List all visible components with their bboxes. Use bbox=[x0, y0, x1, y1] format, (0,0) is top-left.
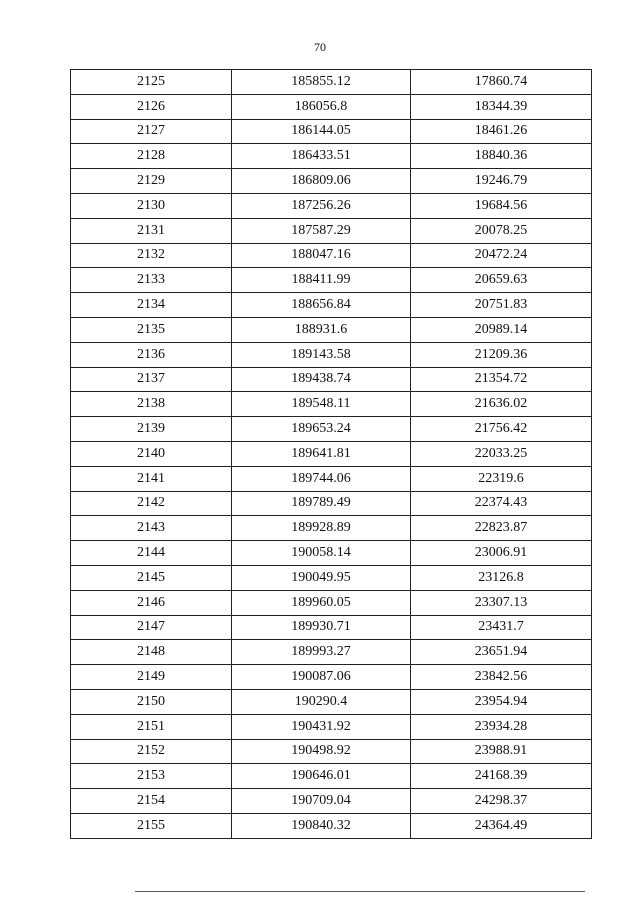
value-b-cell: 23988.91 bbox=[411, 739, 592, 764]
value-b-cell: 18461.26 bbox=[411, 119, 592, 144]
table-row bbox=[71, 144, 592, 169]
year-cell: 2125 bbox=[71, 70, 232, 95]
value-a-cell: 189548.11 bbox=[232, 392, 411, 417]
table-row bbox=[71, 466, 592, 491]
year-cell: 2130 bbox=[71, 193, 232, 218]
value-b-cell: 23126.8 bbox=[411, 565, 592, 590]
table-row bbox=[71, 640, 592, 665]
table-row bbox=[71, 193, 592, 218]
value-b-cell: 20472.24 bbox=[411, 243, 592, 268]
value-a-cell: 189930.71 bbox=[232, 615, 411, 640]
table-row bbox=[71, 367, 592, 392]
year-cell: 2135 bbox=[71, 317, 232, 342]
table-row bbox=[71, 565, 592, 590]
value-a-cell: 186809.06 bbox=[232, 169, 411, 194]
value-b-cell: 20989.14 bbox=[411, 317, 592, 342]
value-b-cell: 24298.37 bbox=[411, 789, 592, 814]
value-a-cell: 190431.92 bbox=[232, 714, 411, 739]
table-row bbox=[71, 342, 592, 367]
table-row bbox=[71, 714, 592, 739]
year-cell: 2134 bbox=[71, 293, 232, 318]
value-a-cell: 186144.05 bbox=[232, 119, 411, 144]
value-a-cell: 190049.95 bbox=[232, 565, 411, 590]
value-b-cell: 23431.7 bbox=[411, 615, 592, 640]
table-row bbox=[71, 268, 592, 293]
value-b-cell: 22319.6 bbox=[411, 466, 592, 491]
year-cell: 2151 bbox=[71, 714, 232, 739]
value-b-cell: 23842.56 bbox=[411, 665, 592, 690]
year-cell: 2139 bbox=[71, 417, 232, 442]
table-row bbox=[71, 317, 592, 342]
year-cell: 2140 bbox=[71, 441, 232, 466]
value-a-cell: 186056.8 bbox=[232, 94, 411, 119]
year-cell: 2137 bbox=[71, 367, 232, 392]
table-row bbox=[71, 789, 592, 814]
year-cell: 2131 bbox=[71, 218, 232, 243]
value-b-cell: 18344.39 bbox=[411, 94, 592, 119]
value-b-cell: 21636.02 bbox=[411, 392, 592, 417]
year-cell: 2128 bbox=[71, 144, 232, 169]
value-a-cell: 189744.06 bbox=[232, 466, 411, 491]
table-row bbox=[71, 665, 592, 690]
year-cell: 2132 bbox=[71, 243, 232, 268]
year-cell: 2152 bbox=[71, 739, 232, 764]
data-table bbox=[70, 69, 592, 839]
year-cell: 2153 bbox=[71, 764, 232, 789]
table-row bbox=[71, 441, 592, 466]
year-cell: 2142 bbox=[71, 491, 232, 516]
value-b-cell: 20751.83 bbox=[411, 293, 592, 318]
value-b-cell: 22823.87 bbox=[411, 516, 592, 541]
value-b-cell: 23934.28 bbox=[411, 714, 592, 739]
table-row bbox=[71, 218, 592, 243]
table-row bbox=[71, 94, 592, 119]
value-a-cell: 190840.32 bbox=[232, 813, 411, 838]
table-row bbox=[71, 392, 592, 417]
table-row bbox=[71, 491, 592, 516]
value-a-cell: 189143.58 bbox=[232, 342, 411, 367]
value-a-cell: 189641.81 bbox=[232, 441, 411, 466]
value-b-cell: 20659.63 bbox=[411, 268, 592, 293]
value-a-cell: 189653.24 bbox=[232, 417, 411, 442]
value-a-cell: 190646.01 bbox=[232, 764, 411, 789]
value-a-cell: 185855.12 bbox=[232, 70, 411, 95]
value-b-cell: 24364.49 bbox=[411, 813, 592, 838]
value-a-cell: 189960.05 bbox=[232, 590, 411, 615]
value-b-cell: 23651.94 bbox=[411, 640, 592, 665]
table-row bbox=[71, 293, 592, 318]
year-cell: 2133 bbox=[71, 268, 232, 293]
value-a-cell: 190290.4 bbox=[232, 689, 411, 714]
year-cell: 2141 bbox=[71, 466, 232, 491]
value-a-cell: 190058.14 bbox=[232, 541, 411, 566]
table-row bbox=[71, 119, 592, 144]
footer-rule bbox=[135, 891, 585, 892]
value-b-cell: 22033.25 bbox=[411, 441, 592, 466]
year-cell: 2138 bbox=[71, 392, 232, 417]
year-cell: 2129 bbox=[71, 169, 232, 194]
year-cell: 2150 bbox=[71, 689, 232, 714]
value-b-cell: 21756.42 bbox=[411, 417, 592, 442]
value-b-cell: 18840.36 bbox=[411, 144, 592, 169]
value-b-cell: 21209.36 bbox=[411, 342, 592, 367]
year-cell: 2136 bbox=[71, 342, 232, 367]
value-a-cell: 190498.92 bbox=[232, 739, 411, 764]
table-row bbox=[71, 169, 592, 194]
year-cell: 2155 bbox=[71, 813, 232, 838]
year-cell: 2126 bbox=[71, 94, 232, 119]
year-cell: 2143 bbox=[71, 516, 232, 541]
table-row bbox=[71, 541, 592, 566]
year-cell: 2144 bbox=[71, 541, 232, 566]
table-row bbox=[71, 516, 592, 541]
table-row bbox=[71, 243, 592, 268]
value-a-cell: 189789.49 bbox=[232, 491, 411, 516]
value-b-cell: 23954.94 bbox=[411, 689, 592, 714]
value-b-cell: 23006.91 bbox=[411, 541, 592, 566]
year-cell: 2149 bbox=[71, 665, 232, 690]
table-row bbox=[71, 615, 592, 640]
table-row bbox=[71, 689, 592, 714]
value-a-cell: 188411.99 bbox=[232, 268, 411, 293]
value-b-cell: 19246.79 bbox=[411, 169, 592, 194]
year-cell: 2146 bbox=[71, 590, 232, 615]
value-a-cell: 186433.51 bbox=[232, 144, 411, 169]
value-a-cell: 188931.6 bbox=[232, 317, 411, 342]
table-row bbox=[71, 813, 592, 838]
page-number: 70 bbox=[314, 40, 326, 54]
value-b-cell: 20078.25 bbox=[411, 218, 592, 243]
value-a-cell: 190709.04 bbox=[232, 789, 411, 814]
value-a-cell: 188656.84 bbox=[232, 293, 411, 318]
table-row bbox=[71, 417, 592, 442]
table-body bbox=[71, 70, 592, 839]
value-a-cell: 189928.89 bbox=[232, 516, 411, 541]
value-a-cell: 188047.16 bbox=[232, 243, 411, 268]
table-row bbox=[71, 590, 592, 615]
table-row bbox=[71, 70, 592, 95]
year-cell: 2148 bbox=[71, 640, 232, 665]
value-a-cell: 189438.74 bbox=[232, 367, 411, 392]
value-a-cell: 187587.29 bbox=[232, 218, 411, 243]
year-cell: 2154 bbox=[71, 789, 232, 814]
year-cell: 2145 bbox=[71, 565, 232, 590]
value-b-cell: 22374.43 bbox=[411, 491, 592, 516]
year-cell: 2147 bbox=[71, 615, 232, 640]
value-b-cell: 23307.13 bbox=[411, 590, 592, 615]
value-b-cell: 17860.74 bbox=[411, 70, 592, 95]
value-b-cell: 24168.39 bbox=[411, 764, 592, 789]
table-row bbox=[71, 764, 592, 789]
table-row bbox=[71, 739, 592, 764]
value-a-cell: 190087.06 bbox=[232, 665, 411, 690]
value-a-cell: 189993.27 bbox=[232, 640, 411, 665]
value-b-cell: 19684.56 bbox=[411, 193, 592, 218]
value-a-cell: 187256.26 bbox=[232, 193, 411, 218]
year-cell: 2127 bbox=[71, 119, 232, 144]
value-b-cell: 21354.72 bbox=[411, 367, 592, 392]
